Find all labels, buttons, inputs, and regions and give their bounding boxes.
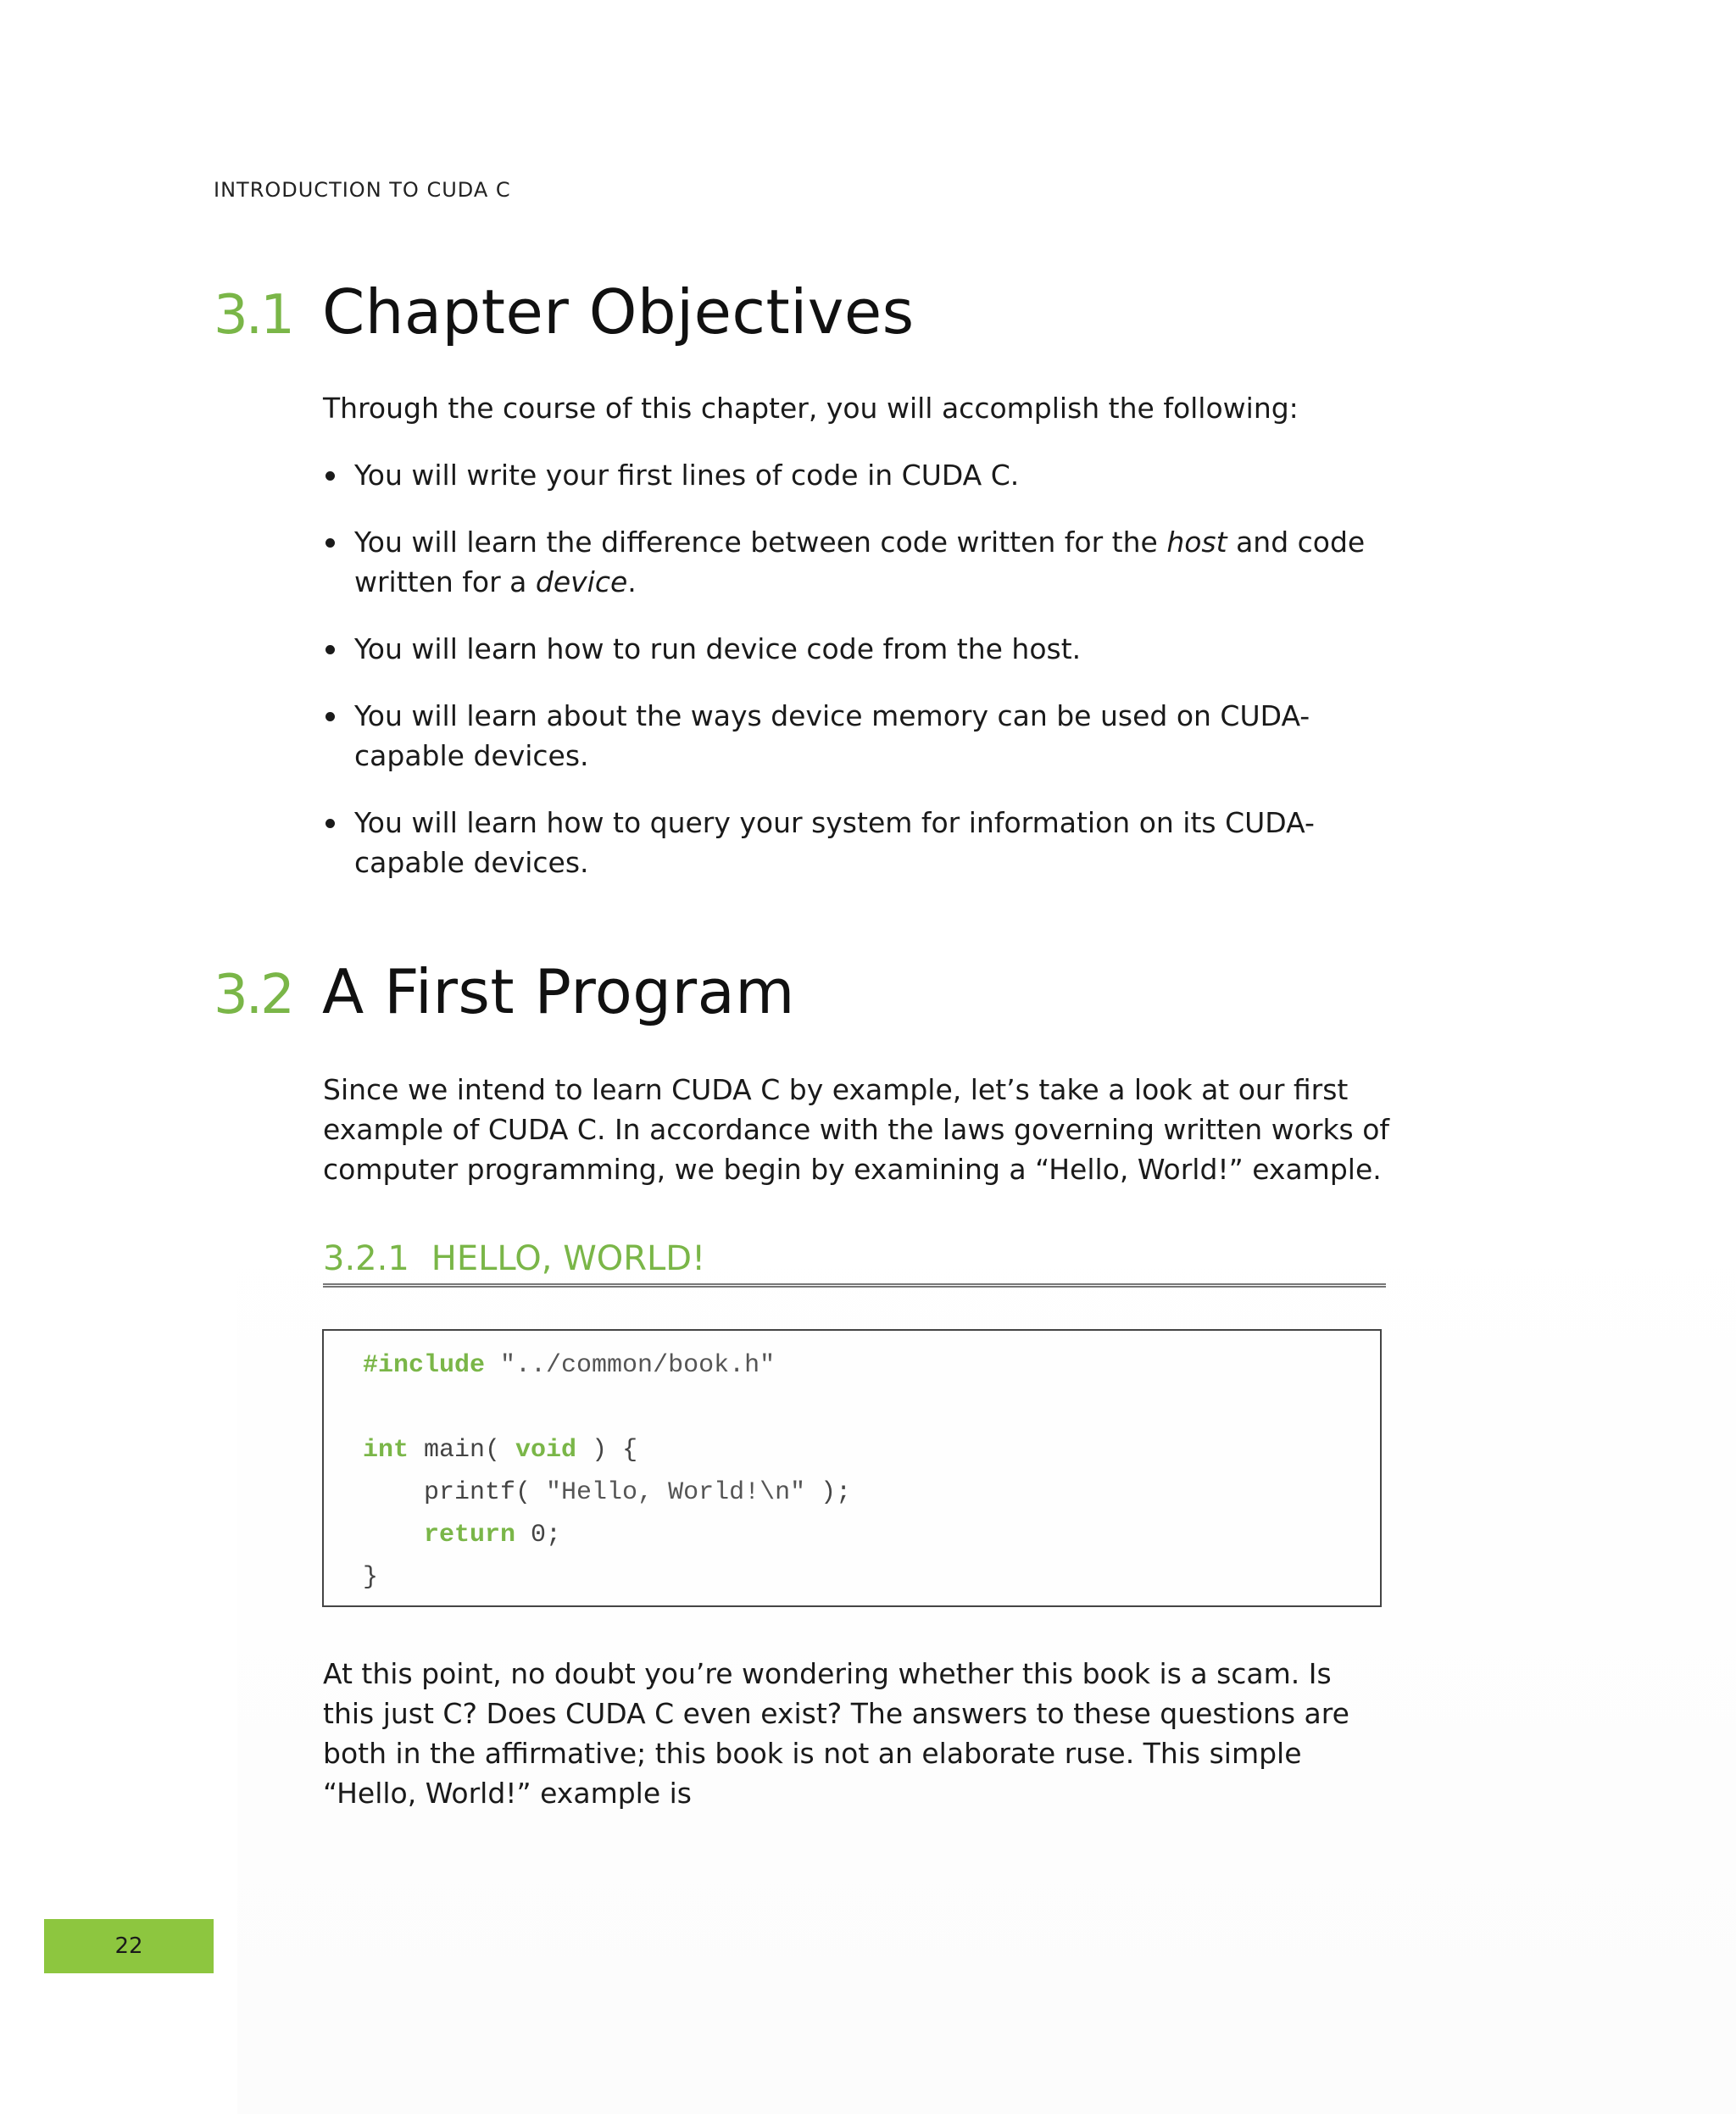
code-string: "Hello, World!\n"	[546, 1478, 806, 1507]
bullet-icon	[326, 538, 335, 548]
code-keyword: int	[363, 1436, 409, 1465]
code-text: 0;	[515, 1521, 562, 1549]
first-program-intro: Since we intend to learn CUDA C by example, let’s take a look at our first example of CUDA C. In accordance with the laws governing written works of computer programming, we begin by examining a “Hello, World!” example.	[323, 1073, 1390, 1186]
code-keyword: #include	[363, 1351, 486, 1380]
code-string: "../common/book.h"	[485, 1351, 776, 1380]
page-number-tab	[44, 1919, 214, 1973]
list-item-text: You will learn how to run device code from the host.	[354, 632, 1082, 665]
code-keyword: void	[515, 1436, 577, 1465]
bullet-icon	[326, 819, 335, 828]
bullet-icon	[326, 471, 335, 481]
code-keyword: return	[424, 1521, 516, 1549]
list-item-text-mid: and code written for a	[354, 526, 1366, 598]
closing-paragraph: At this point, no doubt you’re wondering whether this book is a scam. Is this just C? Does CUDA C even exist? The answers to these questions are both in the affirmative; this book is not an elaborate ruse. This simple “Hello, World!” example is	[323, 1657, 1349, 1810]
running-header: INTRODUCTION TO CUDA C	[214, 178, 511, 202]
section-heading-first-program	[214, 956, 795, 1027]
section-number: 3.2	[214, 964, 292, 1026]
code-line-blank	[363, 1387, 1380, 1429]
subsection-title: HELLO, WORLD!	[431, 1239, 706, 1278]
objectives-block	[323, 388, 1391, 910]
emphasis-device: device	[535, 565, 628, 598]
code-text: );	[805, 1478, 852, 1507]
code-indent	[363, 1521, 424, 1549]
section-title: A First Program	[322, 956, 795, 1027]
list-item	[323, 455, 1391, 495]
list-item-text: You will write your first lines of code in CUDA C.	[354, 459, 1020, 492]
code-line-main	[363, 1429, 1380, 1471]
objectives-list	[323, 455, 1391, 882]
list-item-text-post: .	[627, 565, 637, 598]
code-line-printf	[363, 1471, 1380, 1514]
list-item-text: You will learn about the ways device memory can be used on CUDA-capable devices.	[354, 699, 1310, 772]
subsection-number: 3.2.1	[323, 1239, 409, 1278]
code-line-return	[363, 1514, 1380, 1556]
code-text: printf(	[363, 1478, 547, 1507]
page-background	[237, 1187, 1736, 2114]
list-item-text: You will learn how to query your system for information on its CUDA-capable devices.	[354, 806, 1315, 879]
subsection-heading	[323, 1239, 1386, 1288]
first-program-intro-block	[323, 1070, 1391, 1189]
code-line-include	[363, 1344, 1380, 1387]
section-title: Chapter Objectives	[322, 276, 915, 348]
code-text: ) {	[576, 1436, 638, 1465]
list-item	[323, 522, 1391, 602]
list-item	[323, 629, 1391, 669]
emphasis-host: host	[1166, 526, 1227, 559]
list-item-text-pre: You will learn the difference between code written for the	[354, 526, 1167, 559]
objectives-intro: Through the course of this chapter, you will accomplish the following:	[323, 392, 1299, 425]
bullet-icon	[326, 645, 335, 654]
code-text: main(	[409, 1436, 516, 1465]
code-listing	[322, 1329, 1382, 1607]
section-number: 3.1	[214, 284, 292, 347]
closing-paragraph-block	[323, 1654, 1391, 1813]
list-item	[323, 803, 1391, 882]
list-item	[323, 696, 1391, 776]
code-line-close-brace: }	[363, 1563, 379, 1592]
page-number: 22	[114, 1933, 143, 1959]
bullet-icon	[326, 712, 335, 721]
section-heading-chapter-objectives	[214, 276, 915, 348]
